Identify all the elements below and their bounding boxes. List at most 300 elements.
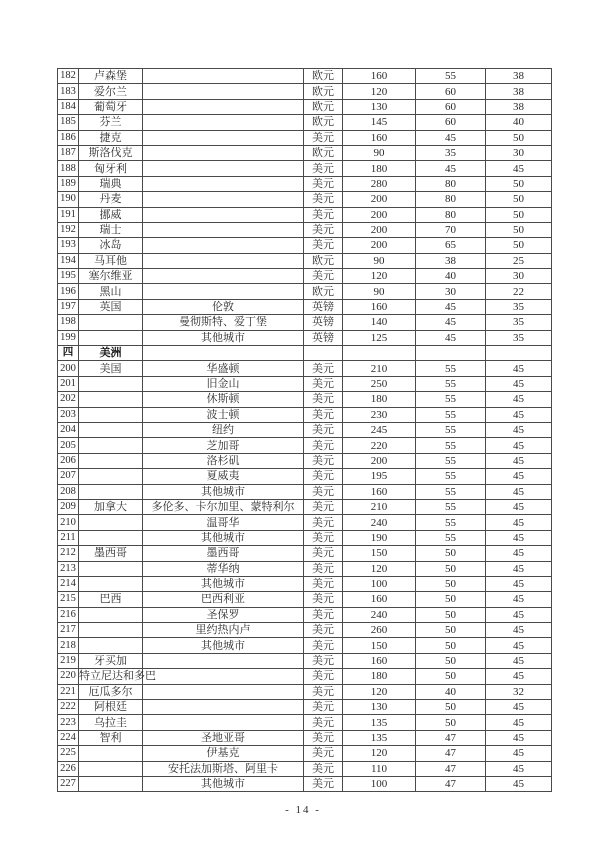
table-row xyxy=(58,299,552,314)
currency-cell: 美元 xyxy=(304,561,343,576)
country-cell: 阿根廷 xyxy=(79,700,143,715)
row-number-cell: 202 xyxy=(58,392,79,407)
meal-value-cell: 80 xyxy=(416,207,486,222)
table-row xyxy=(58,84,552,99)
meal-value-cell: 55 xyxy=(416,361,486,376)
misc-value-cell: 38 xyxy=(486,69,552,84)
city-cell: 曼彻斯特、爱丁堡 xyxy=(143,315,304,330)
lodging-value-cell: 200 xyxy=(343,222,416,237)
table-row xyxy=(58,346,552,361)
currency-cell: 美元 xyxy=(304,576,343,591)
lodging-value-cell: 220 xyxy=(343,438,416,453)
meal-value-cell: 50 xyxy=(416,638,486,653)
currency-cell: 美元 xyxy=(304,653,343,668)
currency-cell: 美元 xyxy=(304,130,343,145)
currency-cell: 美元 xyxy=(304,176,343,191)
meal-value-cell: 80 xyxy=(416,192,486,207)
misc-value-cell: 45 xyxy=(486,530,552,545)
meal-value-cell: 55 xyxy=(416,438,486,453)
misc-value-cell: 45 xyxy=(486,561,552,576)
country-cell: 瑞典 xyxy=(79,176,143,191)
currency-cell: 美元 xyxy=(304,207,343,222)
currency-cell: 美元 xyxy=(304,776,343,791)
city-cell xyxy=(143,161,304,176)
lodging-value-cell: 210 xyxy=(343,499,416,514)
currency-cell: 美元 xyxy=(304,515,343,530)
lodging-value-cell: 280 xyxy=(343,176,416,191)
row-number-cell: 182 xyxy=(58,69,79,84)
lodging-value-cell: 120 xyxy=(343,746,416,761)
lodging-value-cell: 150 xyxy=(343,638,416,653)
misc-value-cell: 38 xyxy=(486,99,552,114)
city-cell xyxy=(143,269,304,284)
currency-cell: 美元 xyxy=(304,715,343,730)
currency-cell: 美元 xyxy=(304,684,343,699)
city-cell: 多伦多、卡尔加里、蒙特利尔 xyxy=(143,499,304,514)
city-cell: 圣地亚哥 xyxy=(143,730,304,745)
row-number-cell: 186 xyxy=(58,130,79,145)
country-cell: 黑山 xyxy=(79,284,143,299)
lodging-value-cell: 160 xyxy=(343,69,416,84)
country-cell: 特立尼达和多巴 xyxy=(79,670,156,683)
country-cell: 马耳他 xyxy=(79,253,143,268)
misc-value-cell: 45 xyxy=(486,730,552,745)
row-number-cell: 203 xyxy=(58,407,79,422)
table-row xyxy=(58,192,552,207)
country-cell: 加拿大 xyxy=(79,499,143,514)
country-cell: 丹麦 xyxy=(79,192,143,207)
lodging-value-cell: 210 xyxy=(343,361,416,376)
lodging-value-cell: 135 xyxy=(343,730,416,745)
currency-cell: 欧元 xyxy=(304,84,343,99)
meal-value-cell: 40 xyxy=(416,684,486,699)
meal-value-cell: 60 xyxy=(416,84,486,99)
city-cell xyxy=(143,69,304,84)
currency-cell: 美元 xyxy=(304,376,343,391)
meal-value-cell: 55 xyxy=(416,499,486,514)
meal-value-cell: 55 xyxy=(416,422,486,437)
city-cell: 芝加哥 xyxy=(143,438,304,453)
country-cell xyxy=(79,422,143,437)
city-cell xyxy=(143,115,304,130)
row-number-cell: 210 xyxy=(58,515,79,530)
table-row xyxy=(58,592,552,607)
lodging-value-cell: 190 xyxy=(343,530,416,545)
row-number-cell: 206 xyxy=(58,453,79,468)
misc-value-cell: 40 xyxy=(486,115,552,130)
currency-cell: 美元 xyxy=(304,192,343,207)
lodging-value-cell: 130 xyxy=(343,99,416,114)
lodging-value-cell: 180 xyxy=(343,161,416,176)
currency-cell: 美元 xyxy=(304,700,343,715)
misc-value-cell: 45 xyxy=(486,484,552,499)
currency-cell: 欧元 xyxy=(304,253,343,268)
row-number-cell: 216 xyxy=(58,607,79,622)
country-cell xyxy=(79,469,143,484)
meal-value-cell: 30 xyxy=(416,284,486,299)
misc-value-cell: 45 xyxy=(486,422,552,437)
meal-value-cell: 55 xyxy=(416,453,486,468)
country-cell xyxy=(79,607,143,622)
meal-value-cell: 50 xyxy=(416,623,486,638)
table-row xyxy=(58,222,552,237)
city-cell: 其他城市 xyxy=(143,484,304,499)
table-row xyxy=(58,176,552,191)
lodging-value-cell: 260 xyxy=(343,623,416,638)
city-cell: 其他城市 xyxy=(143,638,304,653)
table-row xyxy=(58,653,552,668)
table-row xyxy=(58,469,552,484)
currency-cell: 美元 xyxy=(304,361,343,376)
city-cell: 旧金山 xyxy=(143,376,304,391)
lodging-value-cell: 180 xyxy=(343,669,416,684)
misc-value-cell: 50 xyxy=(486,192,552,207)
meal-value-cell: 45 xyxy=(416,330,486,345)
city-cell: 安托法加斯塔、阿里卡 xyxy=(143,761,304,776)
lodging-value-cell xyxy=(343,346,416,361)
misc-value-cell: 45 xyxy=(486,638,552,653)
lodging-value-cell: 240 xyxy=(343,607,416,622)
row-number-cell: 192 xyxy=(58,222,79,237)
lodging-value-cell: 200 xyxy=(343,453,416,468)
country-cell: 冰岛 xyxy=(79,238,143,253)
currency-cell: 欧元 xyxy=(304,69,343,84)
row-number-cell: 190 xyxy=(58,192,79,207)
currency-cell: 美元 xyxy=(304,222,343,237)
table-row xyxy=(58,484,552,499)
table-row xyxy=(58,392,552,407)
meal-value-cell: 35 xyxy=(416,145,486,160)
misc-value-cell: 32 xyxy=(486,684,552,699)
row-number-cell: 187 xyxy=(58,145,79,160)
misc-value-cell: 25 xyxy=(486,253,552,268)
meal-value-cell: 45 xyxy=(416,161,486,176)
currency-cell: 欧元 xyxy=(304,284,343,299)
misc-value-cell: 45 xyxy=(486,623,552,638)
currency-cell: 美元 xyxy=(304,422,343,437)
lodging-value-cell: 230 xyxy=(343,407,416,422)
country-cell: 葡萄牙 xyxy=(79,99,143,114)
misc-value-cell xyxy=(486,346,552,361)
country-cell xyxy=(79,407,143,422)
row-number-cell: 188 xyxy=(58,161,79,176)
country-cell: 墨西哥 xyxy=(79,546,143,561)
row-number-cell: 214 xyxy=(58,576,79,591)
misc-value-cell: 50 xyxy=(486,238,552,253)
per-diem-allowance-table xyxy=(57,68,552,792)
city-cell xyxy=(143,346,304,361)
meal-value-cell: 60 xyxy=(416,115,486,130)
currency-cell xyxy=(304,346,343,361)
city-cell: 夏威夷 xyxy=(143,469,304,484)
misc-value-cell: 45 xyxy=(486,453,552,468)
table-row xyxy=(58,638,552,653)
currency-cell: 美元 xyxy=(304,438,343,453)
row-number-cell: 184 xyxy=(58,99,79,114)
misc-value-cell: 45 xyxy=(486,376,552,391)
lodging-value-cell: 160 xyxy=(343,484,416,499)
city-cell xyxy=(143,669,304,684)
country-cell xyxy=(79,638,143,653)
country-cell xyxy=(79,776,143,791)
lodging-value-cell: 140 xyxy=(343,315,416,330)
lodging-value-cell: 240 xyxy=(343,515,416,530)
country-cell: 爱尔兰 xyxy=(79,84,143,99)
misc-value-cell: 45 xyxy=(486,653,552,668)
table-row xyxy=(58,530,552,545)
country-cell xyxy=(79,453,143,468)
row-number-cell: 208 xyxy=(58,484,79,499)
misc-value-cell: 45 xyxy=(486,746,552,761)
city-cell xyxy=(143,84,304,99)
country-cell xyxy=(79,376,143,391)
country-cell: 芬兰 xyxy=(79,115,143,130)
city-cell: 其他城市 xyxy=(143,576,304,591)
currency-cell: 美元 xyxy=(304,761,343,776)
misc-value-cell: 45 xyxy=(486,576,552,591)
currency-cell: 欧元 xyxy=(304,145,343,160)
city-cell xyxy=(143,192,304,207)
row-number-cell: 225 xyxy=(58,746,79,761)
country-cell: 瑞士 xyxy=(79,222,143,237)
row-number-cell: 四 xyxy=(58,346,79,361)
country-cell xyxy=(79,576,143,591)
row-number-cell: 200 xyxy=(58,361,79,376)
meal-value-cell: 38 xyxy=(416,253,486,268)
lodging-value-cell: 125 xyxy=(343,330,416,345)
row-number-cell: 227 xyxy=(58,776,79,791)
currency-cell: 美元 xyxy=(304,623,343,638)
country-cell: 挪威 xyxy=(79,207,143,222)
meal-value-cell: 45 xyxy=(416,315,486,330)
meal-value-cell: 50 xyxy=(416,592,486,607)
country-cell: 乌拉圭 xyxy=(79,715,143,730)
table-row xyxy=(58,145,552,160)
country-cell xyxy=(79,746,143,761)
row-number-cell: 222 xyxy=(58,700,79,715)
table-row xyxy=(58,115,552,130)
meal-value-cell: 55 xyxy=(416,530,486,545)
meal-value-cell: 50 xyxy=(416,561,486,576)
table-row xyxy=(58,746,552,761)
city-cell: 波士顿 xyxy=(143,407,304,422)
city-cell: 休斯顿 xyxy=(143,392,304,407)
currency-cell: 美元 xyxy=(304,499,343,514)
lodging-value-cell: 160 xyxy=(343,299,416,314)
row-number-cell: 223 xyxy=(58,715,79,730)
row-number-cell: 193 xyxy=(58,238,79,253)
meal-value-cell: 55 xyxy=(416,407,486,422)
misc-value-cell: 45 xyxy=(486,407,552,422)
lodging-value-cell: 120 xyxy=(343,561,416,576)
lodging-value-cell: 160 xyxy=(343,653,416,668)
currency-cell: 美元 xyxy=(304,407,343,422)
city-cell xyxy=(143,253,304,268)
city-cell xyxy=(143,284,304,299)
lodging-value-cell: 245 xyxy=(343,422,416,437)
table-row xyxy=(58,700,552,715)
country-cell: 卢森堡 xyxy=(79,69,143,84)
misc-value-cell: 35 xyxy=(486,330,552,345)
meal-value-cell: 55 xyxy=(416,469,486,484)
city-cell xyxy=(143,684,304,699)
country-cell: 斯洛伐克 xyxy=(79,145,143,160)
city-cell: 其他城市 xyxy=(143,776,304,791)
misc-value-cell: 30 xyxy=(486,145,552,160)
meal-value-cell: 55 xyxy=(416,376,486,391)
table-row xyxy=(58,546,552,561)
currency-cell: 美元 xyxy=(304,484,343,499)
lodging-value-cell: 100 xyxy=(343,576,416,591)
table-row xyxy=(58,69,552,84)
table-row xyxy=(58,330,552,345)
row-number-cell: 224 xyxy=(58,730,79,745)
misc-value-cell: 45 xyxy=(486,361,552,376)
city-cell xyxy=(143,715,304,730)
country-cell xyxy=(79,623,143,638)
table-row xyxy=(58,684,552,699)
row-number-cell: 204 xyxy=(58,422,79,437)
meal-value-cell: 40 xyxy=(416,269,486,284)
row-number-cell: 213 xyxy=(58,561,79,576)
city-cell xyxy=(143,130,304,145)
misc-value-cell: 45 xyxy=(486,438,552,453)
table-row xyxy=(58,730,552,745)
lodging-value-cell: 120 xyxy=(343,684,416,699)
misc-value-cell: 45 xyxy=(486,715,552,730)
row-number-cell: 221 xyxy=(58,684,79,699)
currency-cell: 美元 xyxy=(304,746,343,761)
misc-value-cell: 45 xyxy=(486,669,552,684)
meal-value-cell: 47 xyxy=(416,746,486,761)
row-number-cell: 205 xyxy=(58,438,79,453)
table-row xyxy=(58,438,552,453)
row-number-cell: 218 xyxy=(58,638,79,653)
lodging-value-cell: 130 xyxy=(343,700,416,715)
lodging-value-cell: 195 xyxy=(343,469,416,484)
lodging-value-cell: 145 xyxy=(343,115,416,130)
row-number-cell: 212 xyxy=(58,546,79,561)
misc-value-cell: 45 xyxy=(486,515,552,530)
table-row xyxy=(58,623,552,638)
row-number-cell: 199 xyxy=(58,330,79,345)
meal-value-cell xyxy=(416,346,486,361)
row-number-cell: 211 xyxy=(58,530,79,545)
row-number-cell: 189 xyxy=(58,176,79,191)
meal-value-cell: 47 xyxy=(416,730,486,745)
table-row xyxy=(58,284,552,299)
city-cell: 其他城市 xyxy=(143,330,304,345)
meal-value-cell: 55 xyxy=(416,515,486,530)
city-cell xyxy=(143,222,304,237)
country-cell: 英国 xyxy=(79,299,143,314)
table-row xyxy=(58,561,552,576)
currency-cell: 美元 xyxy=(304,546,343,561)
city-cell: 里约热内卢 xyxy=(143,623,304,638)
lodging-value-cell: 200 xyxy=(343,207,416,222)
table-row xyxy=(58,453,552,468)
meal-value-cell: 45 xyxy=(416,299,486,314)
country-cell: 牙买加 xyxy=(79,653,143,668)
country-cell xyxy=(79,530,143,545)
row-number-cell: 183 xyxy=(58,84,79,99)
country-cell: 匈牙利 xyxy=(79,161,143,176)
misc-value-cell: 50 xyxy=(486,176,552,191)
city-cell xyxy=(143,176,304,191)
misc-value-cell: 45 xyxy=(486,761,552,776)
city-cell: 墨西哥 xyxy=(143,546,304,561)
row-number-cell: 201 xyxy=(58,376,79,391)
table-row xyxy=(58,407,552,422)
misc-value-cell: 50 xyxy=(486,222,552,237)
misc-value-cell: 45 xyxy=(486,592,552,607)
country-cell: 塞尔维亚 xyxy=(79,269,143,284)
currency-cell: 美元 xyxy=(304,669,343,684)
city-cell: 伦敦 xyxy=(143,299,304,314)
lodging-value-cell: 135 xyxy=(343,715,416,730)
misc-value-cell: 45 xyxy=(486,546,552,561)
table-row xyxy=(58,761,552,776)
row-number-cell: 198 xyxy=(58,315,79,330)
misc-value-cell: 45 xyxy=(486,776,552,791)
country-cell xyxy=(79,561,143,576)
row-number-cell: 219 xyxy=(58,653,79,668)
city-cell: 巴西利亚 xyxy=(143,592,304,607)
table-row xyxy=(58,607,552,622)
city-cell xyxy=(143,145,304,160)
table-row xyxy=(58,715,552,730)
country-cell: 智利 xyxy=(79,730,143,745)
meal-value-cell: 50 xyxy=(416,576,486,591)
city-cell xyxy=(143,99,304,114)
meal-value-cell: 50 xyxy=(416,546,486,561)
meal-value-cell: 55 xyxy=(416,484,486,499)
row-number-cell: 215 xyxy=(58,592,79,607)
misc-value-cell: 50 xyxy=(486,207,552,222)
meal-value-cell: 50 xyxy=(416,607,486,622)
country-cell: 美洲 xyxy=(79,346,143,361)
country-cell: 美国 xyxy=(79,361,143,376)
currency-cell: 欧元 xyxy=(304,99,343,114)
misc-value-cell: 45 xyxy=(486,499,552,514)
row-number-cell: 195 xyxy=(58,269,79,284)
city-cell xyxy=(143,653,304,668)
table-row xyxy=(58,207,552,222)
currency-cell: 美元 xyxy=(304,607,343,622)
lodging-value-cell: 180 xyxy=(343,392,416,407)
meal-value-cell: 55 xyxy=(416,69,486,84)
city-cell xyxy=(143,238,304,253)
row-number-cell: 197 xyxy=(58,299,79,314)
misc-value-cell: 45 xyxy=(486,607,552,622)
currency-cell: 英镑 xyxy=(304,330,343,345)
row-number-cell: 220 xyxy=(58,669,79,684)
currency-cell: 美元 xyxy=(304,392,343,407)
currency-cell: 美元 xyxy=(304,161,343,176)
row-number-cell: 185 xyxy=(58,115,79,130)
table-row xyxy=(58,238,552,253)
lodging-value-cell: 90 xyxy=(343,284,416,299)
row-number-cell: 191 xyxy=(58,207,79,222)
row-number-cell: 209 xyxy=(58,499,79,514)
country-cell: 巴西 xyxy=(79,592,143,607)
country-cell xyxy=(79,392,143,407)
city-cell: 圣保罗 xyxy=(143,607,304,622)
currency-cell: 美元 xyxy=(304,638,343,653)
meal-value-cell: 70 xyxy=(416,222,486,237)
country-cell xyxy=(79,484,143,499)
table-row xyxy=(58,161,552,176)
